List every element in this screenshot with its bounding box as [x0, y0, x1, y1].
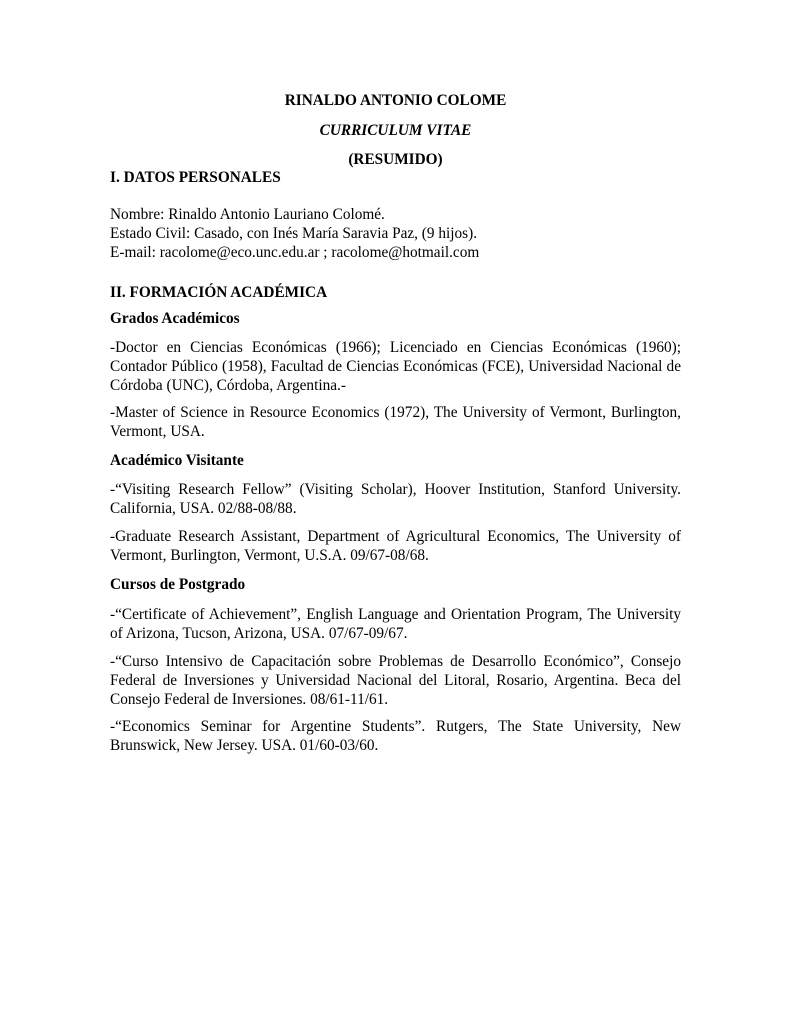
cv-name-title: RINALDO ANTONIO COLOME [284, 92, 507, 109]
grados-item: -Doctor en Ciencias Económicas (1966); Licenciado en Ciencias Económicas (1960); Contador Público (1958), Facultad de Ciencias Económicas (FCE), Universidad Nacional de Córdoba (UNC), Córdoba, Argentina.- [110, 339, 681, 394]
postgrado-heading: Cursos de Postgrado [110, 576, 246, 593]
section-academic-heading: II. FORMACIÓN ACADÉMICA [110, 284, 328, 301]
personal-name-line: Nombre: Rinaldo Antonio Lauriano Colomé. [110, 206, 385, 223]
postgrado-item: -“Certificate of Achievement”, English Language and Orientation Program, The University of Arizona, Tucson, Arizona, USA. 07/67-09/67. [110, 606, 681, 642]
visitante-item: -“Visiting Research Fellow” (Visiting Scholar), Hoover Institution, Stanford University. California, USA. 02/88-08/88. [110, 481, 681, 517]
section-personal-heading: I. DATOS PERSONALES [110, 169, 281, 186]
visitante-item: -Graduate Research Assistant, Department of Agricultural Economics, The University of Vermont, Burlington, Vermont, U.S.A. 09/67-08/68. [110, 528, 681, 564]
cv-doc-type: CURRICULUM VITAE [319, 122, 472, 139]
cv-subtitle: (RESUMIDO) [348, 151, 443, 168]
postgrado-item: -“Economics Seminar for Argentine Students”. Rutgers, The State University, New Brunswick, New Jersey. USA. 01/60-03/60. [110, 718, 681, 754]
personal-marital-line: Estado Civil: Casado, con Inés María Saravia Paz, (9 hijos). [110, 225, 478, 242]
visitante-heading: Académico Visitante [110, 452, 244, 469]
grados-item: -Master of Science in Resource Economics (1972), The University of Vermont, Burlington, Vermont, USA. [110, 404, 681, 440]
postgrado-item: -“Curso Intensivo de Capacitación sobre Problemas de Desarrollo Económico”, Consejo Federal de Inversiones y Universidad Nacional del Litoral, Rosario, Argentina. Beca del Consejo Federal de Inversiones. 08/61-11/61. [110, 653, 681, 708]
personal-email-line: E-mail: racolome@eco.unc.edu.ar ; racolome@hotmail.com [110, 244, 480, 261]
grados-heading: Grados Académicos [110, 310, 240, 327]
personal-data-block [110, 205, 681, 262]
